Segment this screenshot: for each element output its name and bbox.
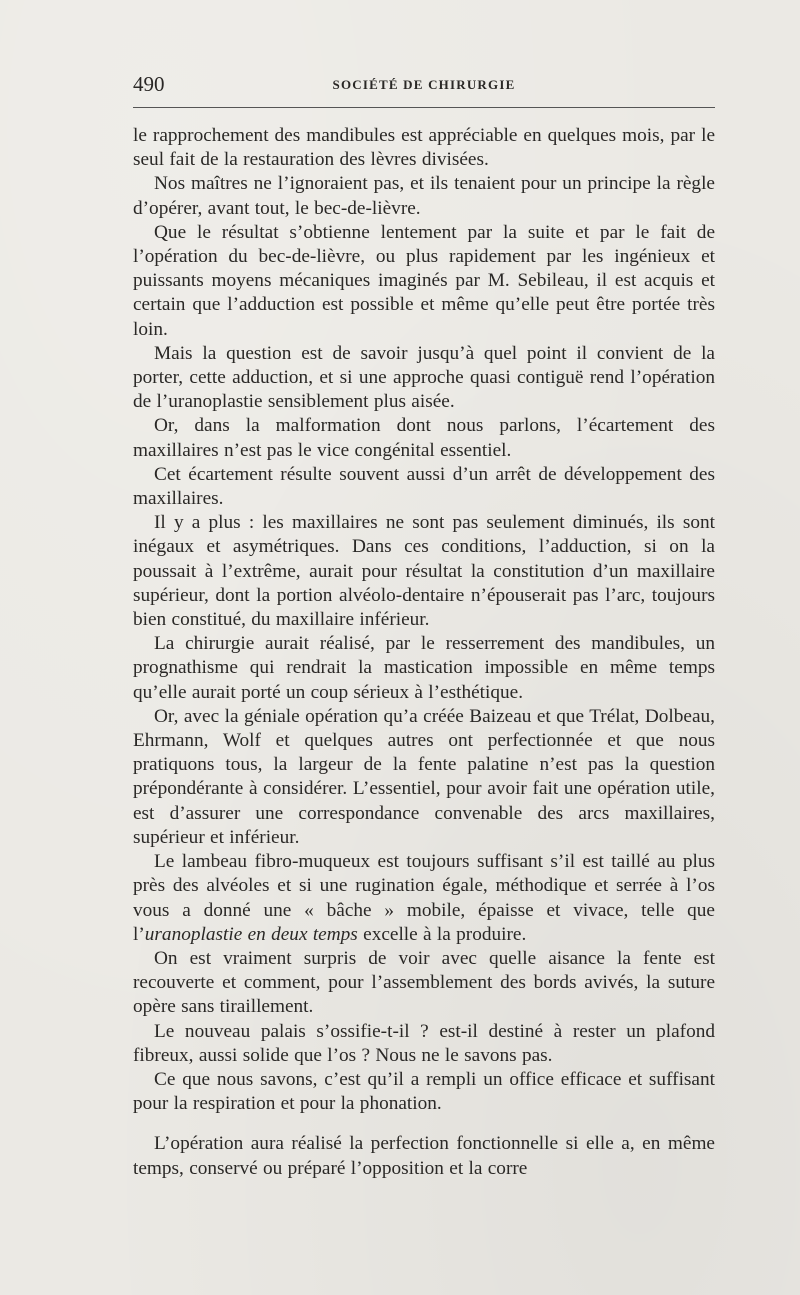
paragraph: Nos maîtres ne l’ignoraient pas, et ils tenaient pour un principe la règle d’opérer, avant tout, le bec-de-lièvre. [133,173,715,219]
page-number: 490 [133,72,165,96]
header-rule [133,107,715,108]
paragraph-with-italic [133,850,715,947]
paragraph-text: excelle à la produire. [357,923,527,945]
paragraph: On est vraiment surpris de voir avec quelle aisance la fente est recouverte et comment, pour l’assemblement des bords avivés, la suture opère sans tiraillement. [133,947,715,1018]
paragraph: Or, dans la malformation dont nous parlons, l’écartement des maxillaires n’est pas le vice congénital essentiel. [133,415,715,461]
paragraph: le rapprochement des mandibules est appréciable en quelques mois, par le seul fait de la restauration des lèvres divisées. [133,125,715,171]
paragraph: Mais la question est de savoir jusqu’à quel point il convient de la porter, cette adduction, et si une approche quasi contiguë rend l’opération de l’uranoplastie sensiblement plus aisée. [133,342,715,413]
paragraph-text: Le lambeau fibro-muqueux est toujours suffisant s’il est taillé au plus près des alvéoles et si une rugination égale, méthodique et serrée à l’os vous a donné une « bâche » mobile, épaisse et vivace, telle que l’ [133,851,715,945]
paragraph: Cet écartement résulte souvent aussi d’un arrêt de développement des maxillaires. [133,463,715,510]
italic-term: uranoplastie en deux temps [144,923,358,945]
paragraph: Que le résultat s’obtienne lentement par la suite et par le fait de l’opération du bec-de-lièvre, ou plus rapidement par les ingénieux et puissants moyens mécaniques imaginés par M. Sebileau, il est acquis et certain que l’adduction est possible et même qu’elle peut être portée très loin. [133,221,715,340]
body-text [133,124,715,1116]
paragraph: L’opération aura réalisé la perfection fonctionnelle si elle a, en même temps, conservé ou préparé l’opposition et la corre [133,1133,715,1179]
page-header [133,71,715,97]
paragraph: Le nouveau palais s’ossifie-t-il ? est-il destiné à rester un plafond fibreux, aussi solide que l’os ? Nous ne le savons pas. [133,1020,715,1066]
paragraph: Ce que nous savons, c’est qu’il a rempli un office efficace et suffisant pour la respiration et pour la phonation. [133,1068,715,1115]
conclusion-text [133,1131,715,1181]
paragraph: Il y a plus : les maxillaires ne sont pas seulement diminués, ils sont inégaux et asymétriques. Dans ces conditions, l’adduction, si on la poussait à l’extrême, aurait pour résultat la constitution d’un maxillaire supérieur, dont la portion alvéolo-dentaire n’épouserait pas l’arc, toujours bien constitué, du maxillaire inférieur. [133,512,715,631]
running-head: SOCIÉTÉ DE CHIRURGIE [332,77,516,92]
paragraph: La chirurgie aurait réalisé, par le resserrement des mandibules, un prognathisme qui rendrait la mastication impossible en même temps qu’elle aurait porté un coup sérieux à l’esthétique. [133,633,715,703]
paragraph: Or, avec la géniale opération qu’a créée Baizeau et que Trélat, Dolbeau, Ehrmann, Wolf et quelques autres ont perfectionnée et que nous pratiquons tous, la largeur de la fente palatine n’est pas la question prépondérante à considérer. L’essentiel, pour avoir fait une opération utile, est d’assurer une correspondance convenable des arcs maxillaires, supérieur et inférieur. [133,705,715,848]
